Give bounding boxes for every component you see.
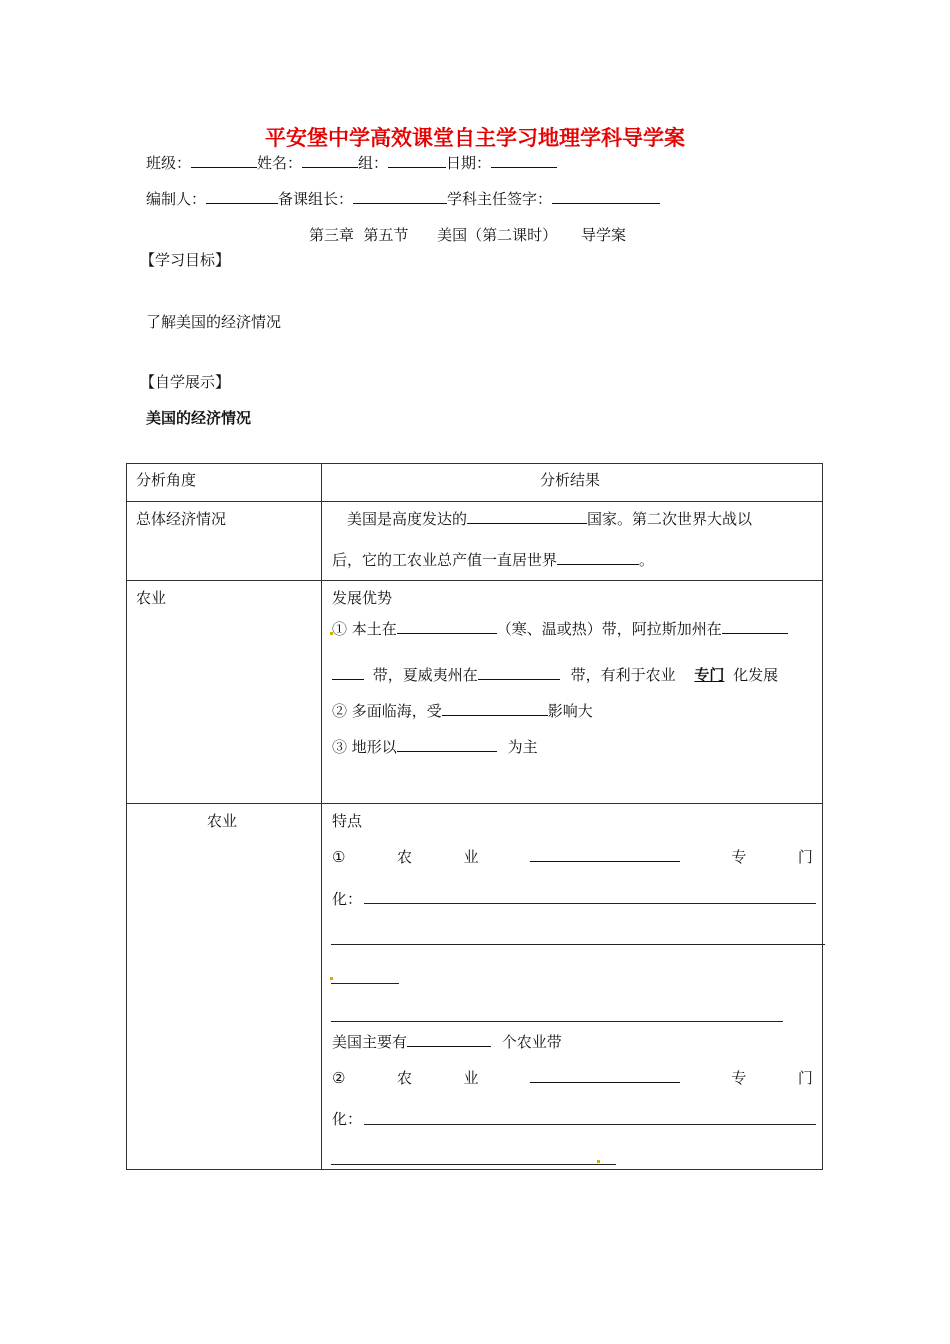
- developed-blank[interactable]: [467, 508, 587, 524]
- feature-2-word-2: 业: [463, 1069, 479, 1087]
- overall-line-2: [332, 549, 654, 570]
- editor-info-line: [146, 188, 660, 209]
- table-border-left: [126, 463, 127, 1170]
- feature-2-word-1: 农: [396, 1069, 412, 1087]
- belts-count-blank[interactable]: [407, 1031, 491, 1047]
- climate-zone-blank[interactable]: [397, 618, 497, 634]
- feature-1-answer-line-2[interactable]: [331, 944, 825, 945]
- advantage-item-3: [332, 736, 538, 757]
- table-divider-row2: [126, 803, 823, 804]
- row-label-agriculture-features: 农业: [207, 812, 238, 830]
- feature-1-word-1: 农: [396, 848, 412, 866]
- feature-1-word-4: 门: [797, 848, 813, 866]
- table-border-top: [126, 463, 823, 464]
- ocean-influence-blank[interactable]: [442, 700, 548, 716]
- group-label: 组：: [358, 154, 389, 172]
- alaska-blank[interactable]: [722, 618, 788, 634]
- table-divider-header: [126, 501, 823, 502]
- belts-line: [332, 1031, 562, 1052]
- item2-text-b: 影响大: [547, 702, 593, 720]
- item1-text-d: 带，有利于农业: [570, 666, 676, 684]
- director-label: 学科主任签字：: [447, 190, 553, 208]
- table-divider-row1: [126, 580, 823, 581]
- feature-1-hua: 化：: [332, 890, 363, 908]
- objectives-text: 了解美国的经济情况: [146, 313, 282, 331]
- feature-2-hua: 化：: [332, 1110, 363, 1128]
- overall-text-c: 后，它的工农业总产值一直居世界: [332, 551, 558, 569]
- page-title: 平安堡中学高效课堂自主学习地理学科导学案: [265, 126, 685, 150]
- editor-label: 编制人：: [146, 190, 207, 208]
- date-blank[interactable]: [491, 152, 557, 168]
- stray-mark-2: [330, 977, 333, 980]
- specialized-emphasis: 专门: [694, 666, 725, 684]
- item3-text-b: 为主: [507, 738, 538, 756]
- class-label: 班级：: [146, 154, 192, 172]
- advantage-item-1-line1: [332, 618, 788, 639]
- col-header-angle: 分析角度: [136, 471, 197, 489]
- row-label-overall: 总体经济情况: [136, 510, 227, 528]
- date-label: 日期：: [446, 154, 492, 172]
- item1-text-b: （寒、温或热）带，阿拉斯加州在: [496, 620, 722, 638]
- director-blank[interactable]: [552, 188, 660, 204]
- self-study-subheading: 美国的经济情况: [146, 409, 252, 427]
- group-blank[interactable]: [388, 152, 446, 168]
- feature-2-answer-line-1[interactable]: [364, 1124, 816, 1125]
- feature-1-word-3: 专: [731, 848, 747, 866]
- name-label: 姓名：: [257, 154, 303, 172]
- feature-1-blank[interactable]: [530, 846, 680, 862]
- feature-1-answer-line-4[interactable]: [331, 1021, 783, 1022]
- leader-blank[interactable]: [353, 188, 447, 204]
- advantage-item-1-line2: [332, 664, 778, 685]
- feature-2-line: [332, 1067, 813, 1088]
- rank-blank[interactable]: [557, 549, 639, 565]
- feature-2-num: ②: [332, 1069, 346, 1087]
- table-column-divider: [321, 463, 322, 1170]
- advantages-subtitle: 发展优势: [332, 589, 393, 607]
- hawaii-blank[interactable]: [478, 664, 560, 680]
- item3-text-a: ③ 地形以: [332, 738, 397, 756]
- feature-2-answer-line-2[interactable]: [331, 1164, 616, 1165]
- feature-1-answer-line-1[interactable]: [364, 903, 816, 904]
- item1-text-c: 带，夏威夷州在: [372, 666, 478, 684]
- terrain-blank[interactable]: [397, 736, 497, 752]
- feature-1-num: ①: [332, 848, 346, 866]
- table-border-bottom: [126, 1169, 823, 1170]
- belts-text-b: 个农业带: [501, 1033, 562, 1051]
- class-info-line: [146, 152, 557, 173]
- feature-1-word-2: 业: [463, 848, 479, 866]
- feature-1-answer-line-3[interactable]: [331, 983, 399, 984]
- item1-text-a: ① 本土在: [332, 620, 397, 638]
- item1-text-f: 化发展: [733, 666, 779, 684]
- table-border-right: [822, 463, 823, 1170]
- name-blank[interactable]: [302, 152, 358, 168]
- chapter-line: 第三章 第五节 美国（第二课时） 导学案: [309, 226, 626, 244]
- feature-2-word-4: 门: [797, 1069, 813, 1087]
- advantage-item-2: [332, 700, 593, 721]
- overall-line-1: [347, 508, 752, 529]
- self-study-heading: 【自学展示】: [140, 373, 231, 391]
- overall-text-a: 美国是高度发达的: [347, 510, 468, 528]
- feature-1-line: [332, 846, 813, 867]
- class-blank[interactable]: [191, 152, 257, 168]
- item2-text-a: ② 多面临海，受: [332, 702, 442, 720]
- stray-mark-3: [597, 1160, 600, 1163]
- overall-text-b: 国家。第二次世界大战以: [587, 510, 753, 528]
- feature-2-blank[interactable]: [530, 1067, 680, 1083]
- feature-2-word-3: 专: [731, 1069, 747, 1087]
- overall-text-d: 。: [639, 551, 655, 569]
- features-subtitle: 特点: [332, 812, 363, 830]
- row-label-agriculture-advantages: 农业: [136, 589, 167, 607]
- alaska-blank-cont[interactable]: [332, 664, 364, 680]
- col-header-result: 分析结果: [540, 471, 601, 489]
- objectives-heading: 【学习目标】: [140, 251, 231, 269]
- leader-label: 备课组长：: [278, 190, 354, 208]
- belts-text-a: 美国主要有: [332, 1033, 408, 1051]
- editor-blank[interactable]: [206, 188, 278, 204]
